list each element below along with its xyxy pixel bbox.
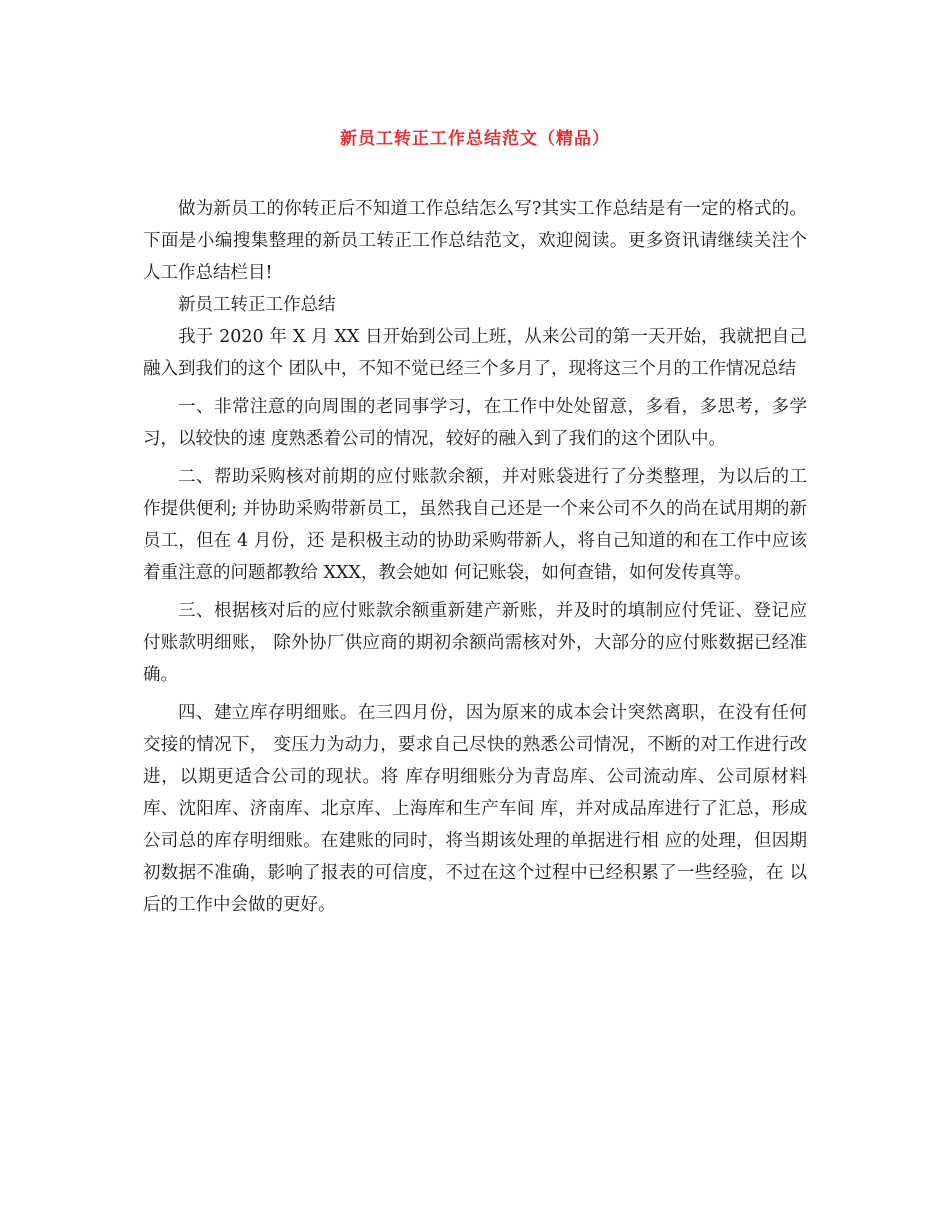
paragraph-item-4: 四、建立库存明细账。在三四月份，因为原来的成本会计突然离职，在没有任何交接的情况下， 变压力为动力，要求自己尽快的熟悉公司情况，不断的对工作进行改进，以期更适合公司的现状。将 库存明细账分为青岛库、公司流动库、公司原材料库、沈阳库、济南库、北京库、上海库和生产车间 库，并对成品库进行了汇总，形成公司总的库存明细账。在建账的同时，将当期该处理的单据进行相 应的处理，但因期初数据不准确，影响了报表的可信度，不过在这个过程中已经积累了一些经验，在 以后的工作中会做的更好。: [143, 703, 807, 915]
paragraph-item-1: 一、非常注意的向周围的老同事学习，在工作中处处留意，多看，多思考，多学习，以较快的速 度熟悉着公司的情况，较好的融入到了我们的这个团队中。: [143, 397, 807, 449]
intro-paragraph: 做为新员工的你转正后不知道工作总结怎么写?其实工作总结是有一定的格式的。下面是小编搜集整理的新员工转正工作总结范文，欢迎阅读。更多资讯请继续关注个人工作总结栏目!: [143, 199, 807, 283]
paragraph-item-2: 二、帮助采购核对前期的应付账款余额，并对账袋进行了分类整理，为以后的工作提供便利; 并协助采购带新员工，虽然我自己还是一个来公司不久的尚在试用期的新员工，但在 4 月份，还 是积极主动的协助采购带新人，将自己知道的和在工作中应该着重注意的问题都教给 XXX，教会她如 何记账袋，如何查错，如何发传真等。: [143, 467, 807, 583]
paragraph-start-date: 我于 2020 年 X 月 XX 日开始到公司上班，从来公司的第一天开始，我就把自己融入到我们的这个 团队中，不知不觉已经三个多月了，现将这三个月的工作情况总结: [143, 327, 807, 379]
document-body: [143, 193, 807, 921]
document-title: 新员工转正工作总结范文（精品）: [340, 129, 610, 149]
section-heading: 新员工转正工作总结: [178, 295, 336, 315]
paragraph-item-3: 三、根据核对后的应付账款余额重新建产新账，并及时的填制应付凭证、登记应付账款明细账， 除外协厂供应商的期初余额尚需核对外，大部分的应付账数据已经准确。: [143, 601, 807, 685]
